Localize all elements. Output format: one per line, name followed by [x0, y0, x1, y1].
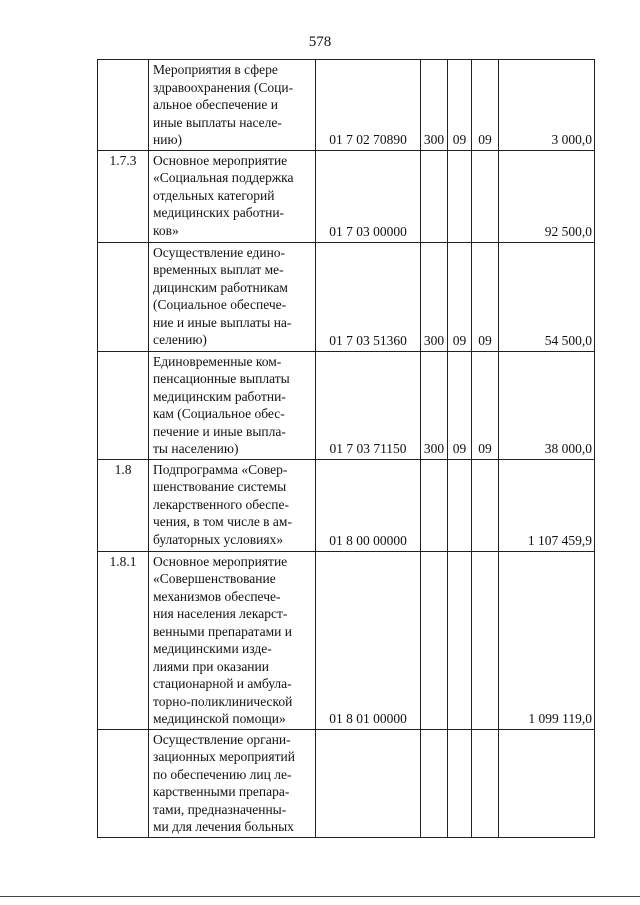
row-target-code-cell: 01 8 00 00000 [316, 459, 421, 551]
table-row [98, 551, 595, 729]
row-name-text: Осуществление едино- временных выплат ме- дицинским работникам (Социальное обеспече- ние и иные выплаты на- селению) [153, 244, 292, 347]
table-row [98, 150, 595, 242]
row-subsection-cell: 09 [472, 351, 499, 459]
row-section-cell [448, 729, 472, 837]
table-row [98, 351, 595, 459]
row-section-cell: 09 [448, 242, 472, 351]
row-sum-cell: 92 500,0 [499, 150, 595, 242]
row-expense-type-cell [421, 459, 448, 551]
row-name-cell [149, 551, 316, 729]
bottom-rule [0, 896, 640, 897]
row-name-cell [149, 729, 316, 837]
table-row [98, 60, 595, 151]
row-subsection-cell: 09 [472, 242, 499, 351]
row-name-cell [149, 459, 316, 551]
row-expense-type-cell: 300 [421, 60, 448, 151]
row-target-code-cell: 01 7 03 00000 [316, 150, 421, 242]
row-number-cell: 1.8 [98, 459, 149, 551]
row-section-cell [448, 459, 472, 551]
row-name-text: Основное мероприятие «Совершенствование механизмов обеспече- ния населения лекарст- венными препаратами и медицинскими изде- лиями при оказании стационарной и амбула- торно-поликлинической медицинской помощи» [153, 553, 293, 726]
row-section-cell: 09 [448, 60, 472, 151]
row-name-cell [149, 351, 316, 459]
row-section-cell: 09 [448, 351, 472, 459]
page-number: 578 [308, 34, 332, 50]
row-number-cell [98, 60, 149, 151]
row-target-code-cell [316, 729, 421, 837]
table-row [98, 242, 595, 351]
row-sum-cell: 54 500,0 [499, 242, 595, 351]
row-subsection-cell: 09 [472, 60, 499, 151]
row-sum-cell: 38 000,0 [499, 351, 595, 459]
row-number-cell [98, 729, 149, 837]
row-section-cell [448, 150, 472, 242]
table-row [98, 729, 595, 837]
row-sum-cell: 1 107 459,9 [499, 459, 595, 551]
row-sum-cell [499, 729, 595, 837]
row-target-code-cell: 01 7 03 71150 [316, 351, 421, 459]
row-target-code-cell: 01 7 02 70890 [316, 60, 421, 151]
budget-table [97, 59, 595, 838]
row-subsection-cell [472, 459, 499, 551]
row-target-code-cell: 01 8 01 00000 [316, 551, 421, 729]
row-expense-type-cell [421, 551, 448, 729]
row-subsection-cell [472, 551, 499, 729]
row-expense-type-cell [421, 729, 448, 837]
row-name-text: Мероприятия в сфере здравоохранения (Соци- альное обеспечение и иные выплаты населе- нию) [153, 62, 294, 147]
row-name-text: Основное мероприятие «Социальная поддержка отдельных категорий медицинских работни- ков» [153, 152, 294, 238]
row-name-text: Единовременные ком- пенсационные выплаты медицинским работни- кам (Социальное обес- печение и иные выпла- ты населению) [153, 353, 290, 456]
row-number-cell: 1.7.3 [98, 150, 149, 242]
row-number-cell [98, 351, 149, 459]
row-subsection-cell [472, 729, 499, 837]
row-expense-type-cell [421, 150, 448, 242]
row-name-cell [149, 242, 316, 351]
row-section-cell [448, 551, 472, 729]
row-name-text: Осуществление органи- зационных мероприятий по обеспечению лиц ле- карственными препара- тами, предназначенны- ми для лечения больных [153, 731, 295, 834]
row-sum-cell: 3 000,0 [499, 60, 595, 151]
row-sum-cell: 1 099 119,0 [499, 551, 595, 729]
row-expense-type-cell: 300 [421, 351, 448, 459]
row-name-text: Подпрограмма «Совер- шенствование системы лекарственного обеспе- чения, в том числе в ам- булаторных условиях» [153, 461, 292, 547]
row-expense-type-cell: 300 [421, 242, 448, 351]
row-name-cell [149, 60, 316, 151]
row-number-cell: 1.8.1 [98, 551, 149, 729]
row-subsection-cell [472, 150, 499, 242]
row-target-code-cell: 01 7 03 51360 [316, 242, 421, 351]
row-name-cell [149, 150, 316, 242]
table-row [98, 459, 595, 551]
row-number-cell [98, 242, 149, 351]
